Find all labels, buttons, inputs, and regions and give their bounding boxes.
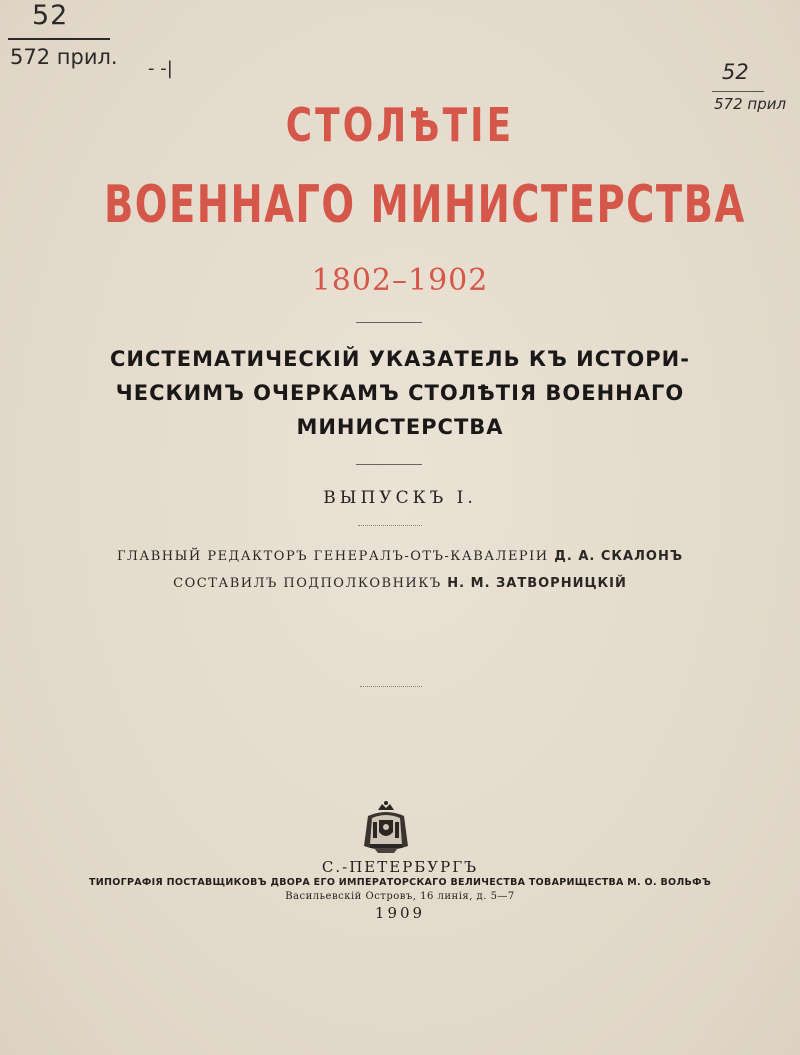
divider-3 <box>358 525 422 526</box>
divider-1 <box>356 322 422 323</box>
catalog-rule-top-left <box>8 38 110 40</box>
title-line-2: ВОЕННАГО МИНИСТЕРСТВА <box>104 175 746 235</box>
subtitle-line-2: ЧЕСКИМЪ ОЧЕРКАМЪ СТОЛѢТІЯ ВОЕННАГО <box>115 381 685 405</box>
subtitle-line-1: СИСТЕМАТИЧЕСКІЙ УКАЗАТЕЛЬ КЪ ИСТОРИ- <box>110 347 690 371</box>
catalog-sub-top-right: 572 прил <box>714 95 787 113</box>
imprint-year: 1909 <box>374 904 426 922</box>
catalog-sub-top-left: 572 прил. <box>10 45 118 69</box>
imprint-address: Васильевскій Островъ, 16 линія, д. 5—7 <box>285 891 515 902</box>
divider-2 <box>356 464 422 465</box>
catalog-mark-top-left: - -| <box>148 58 173 79</box>
title-line-1: СТОЛѢТІЕ <box>285 98 515 152</box>
compiler-role: СОСТАВИЛЪ ПОДПОЛКОВНИКЪ <box>173 576 442 591</box>
editor-role: ГЛАВНЫЙ РЕДАКТОРЪ ГЕНЕРАЛЪ-ОТЪ-КАВАЛЕРІИ <box>116 549 549 564</box>
compiler-credit <box>0 576 800 591</box>
imprint-press: ТИПОГРАФІЯ ПОСТАВЩИКОВЪ ДВОРА ЕГО ИМПЕРАТОРСКАГО ВЕЛИЧЕСТВА ТОВАРИЩЕСТВА М. О. ВОЛЬФЪ <box>88 877 712 888</box>
subtitle-line-3: МИНИСТЕРСТВА <box>296 415 504 439</box>
catalog-rule-top-right <box>712 91 764 92</box>
catalog-number-top-left: 52 <box>32 0 69 31</box>
title-years: 1802–1902 <box>311 263 489 298</box>
compiler-name: Н. М. ЗАТВОРНИЦКІЙ <box>447 576 627 591</box>
subtitle <box>0 342 800 444</box>
imperial-coat-of-arms-icon <box>358 800 414 856</box>
imprint-city: С.-ПЕТЕРБУРГЪ <box>321 858 479 876</box>
editor-name: Д. А. СКАЛОНЪ <box>554 549 684 564</box>
issue-number: ВЫПУСКЪ I. <box>323 488 477 508</box>
editor-credit <box>0 549 800 564</box>
catalog-number-top-right: 52 <box>722 60 749 84</box>
divider-4 <box>360 686 422 687</box>
